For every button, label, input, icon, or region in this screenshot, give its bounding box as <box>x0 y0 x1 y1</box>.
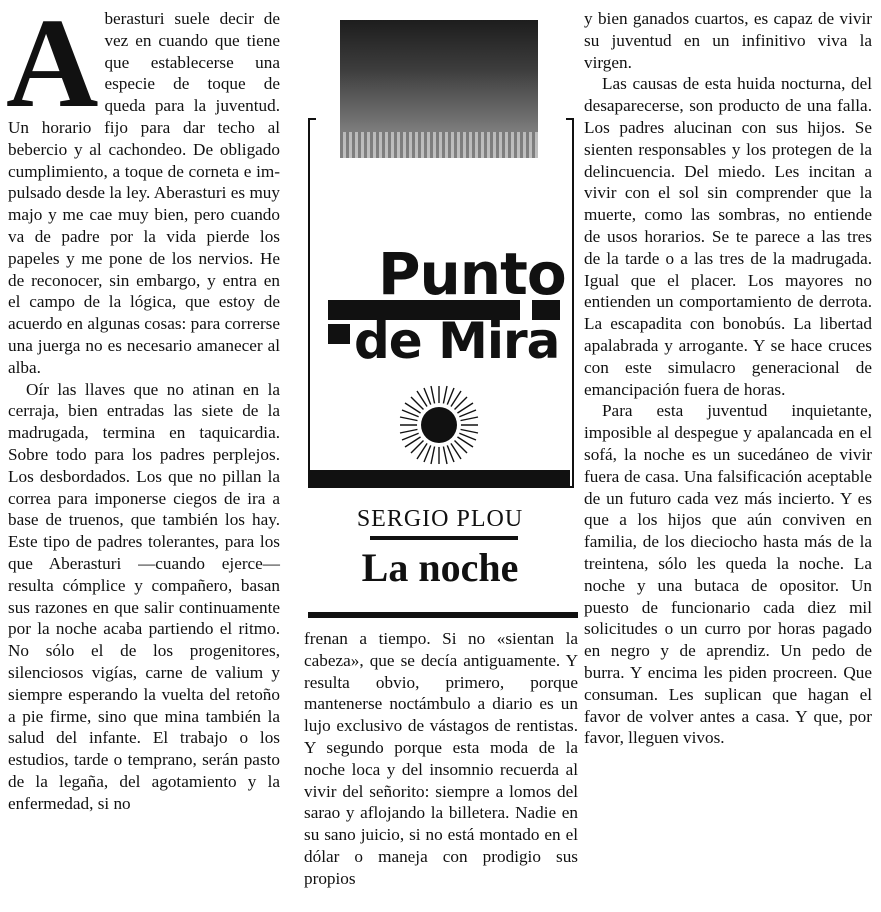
sunburst-icon <box>398 384 480 466</box>
byline-rule <box>370 536 518 540</box>
paragraph-5: Las causas de esta huida nocturna, del desaparecerse, son producto de una falla. Los padres alucinan con sus hijos. Se sienten responsables y los protegen de la delincuencia. Del miedo. Les incitan a vivir con el sol sin comprender que la muerte, como las sombras, no entiende de usos horarios. Se te parece a las tres de la tarde o a las tres de la madrugada. Igual que el placer. Los mayores no entienden un comportamiento de derrota. La escapadita con bonobús. La libertad apalabrada y arrogante. Y se hace cruces con este simulacro generacional de emancipación fuera de horas. <box>584 74 872 399</box>
column-header <box>300 0 580 620</box>
header-bottom-rule <box>308 612 578 618</box>
section-label-line2: de Mira <box>354 312 560 370</box>
header-photo <box>340 20 538 158</box>
paragraph-6: Para esta juventud inquietante, imposible al despegue y apalancada en el sofá, la noche es un sucedáneo de vivir fuera de casa. Una falsificación aceptable de un futuro cada vez más incierto. Y es que a los hijos que aún conviven en familia, de los dieciocho hasta más de la treintena, sólo les queda la noche. La noche y una butaca de opositor. Un puesto de funcionario cada diez mil solicitudes o un curro por horas pagado en negro y de aprendiz. Un pedo de burra. Y encima les piden procreen. Que consuman. Les suplican que hagan el favor de volver antes a casa. Y que, por favor, lleguen vivos. <box>584 401 872 748</box>
article-column-1 <box>6 0 280 814</box>
article-column-3 <box>584 8 872 749</box>
paragraph-3: frenan a tiempo. Si no «sientan la cabeza», que se decía antiguamente. Y resulta obvio, primero, porque mantenerse noctámbulo a diario es un lujo exclusivo de vástagos de rentistas. Y segundo porque esta moda de la noche loca y del insomnio recuerda al vivir del señorito: siempre a lomos del sarao y aflojando la billetera. Nadie en su sano juicio, si no está montado en el dólar o maneja con prodigio sus propios <box>304 629 578 888</box>
section-label-line1: Punto <box>378 240 566 308</box>
decor-bar <box>328 324 350 344</box>
article-column-2 <box>304 628 578 890</box>
byline: SERGIO PLOU <box>356 506 524 532</box>
drop-cap: A <box>6 0 99 134</box>
paragraph-2: Oír las llaves que no atinan en la cerraja, bien entradas las siete de la madrugada, termina en taquicardia. Sobre todo para los padres perplejos. Los desbordados. Los que no pillan la correa para imponerse ciegos de ira a base de truenos, que también los hay. Este tipo de padres tolerantes, para los que Aberasturi —cuando ejerce— resulta cómplice y compañero, basan sus razones en que salir continuamente por la noche acaba partiendo el ritmo. No sólo el de los progenitores, silenciosos vigías, carne de valium y siempre esperando la vuelta del retoño a pie firme, sino que mina también la salud del infante. El trabajo o los estudios, tarde o temprano, serán pasto de la legaña, del agotamiento y la enfermedad, si no <box>8 379 280 813</box>
paragraph-4: y bien ganados cuartos, es capaz de vivir su juventud en un infinitivo viva la virgen. <box>584 9 872 72</box>
frame-bracket-left <box>308 118 316 488</box>
frame-bracket-right <box>566 118 574 488</box>
headline: La noche <box>361 545 519 590</box>
header-rule <box>308 470 570 488</box>
paragraph-1: berasturi suele decir de vez en cuando que tiene que establecerse una especie de toque de queda para la juventud. Un horario fijo para dar techo al bebercio y al cachondeo. De obligado cumplimiento, a toque de corneta e impulsado desde la ley. Aberasturi es muy majo y me cae muy bien, pero cuando va de padre por la vida pierde los papeles y me pone de los nervios. He de reconocer, sin embargo, y entra en el campo de la lógica, que estoy de acuerdo en algunas cosas: para correrse una juerga no es necesario amanecer al alba. <box>8 9 280 377</box>
